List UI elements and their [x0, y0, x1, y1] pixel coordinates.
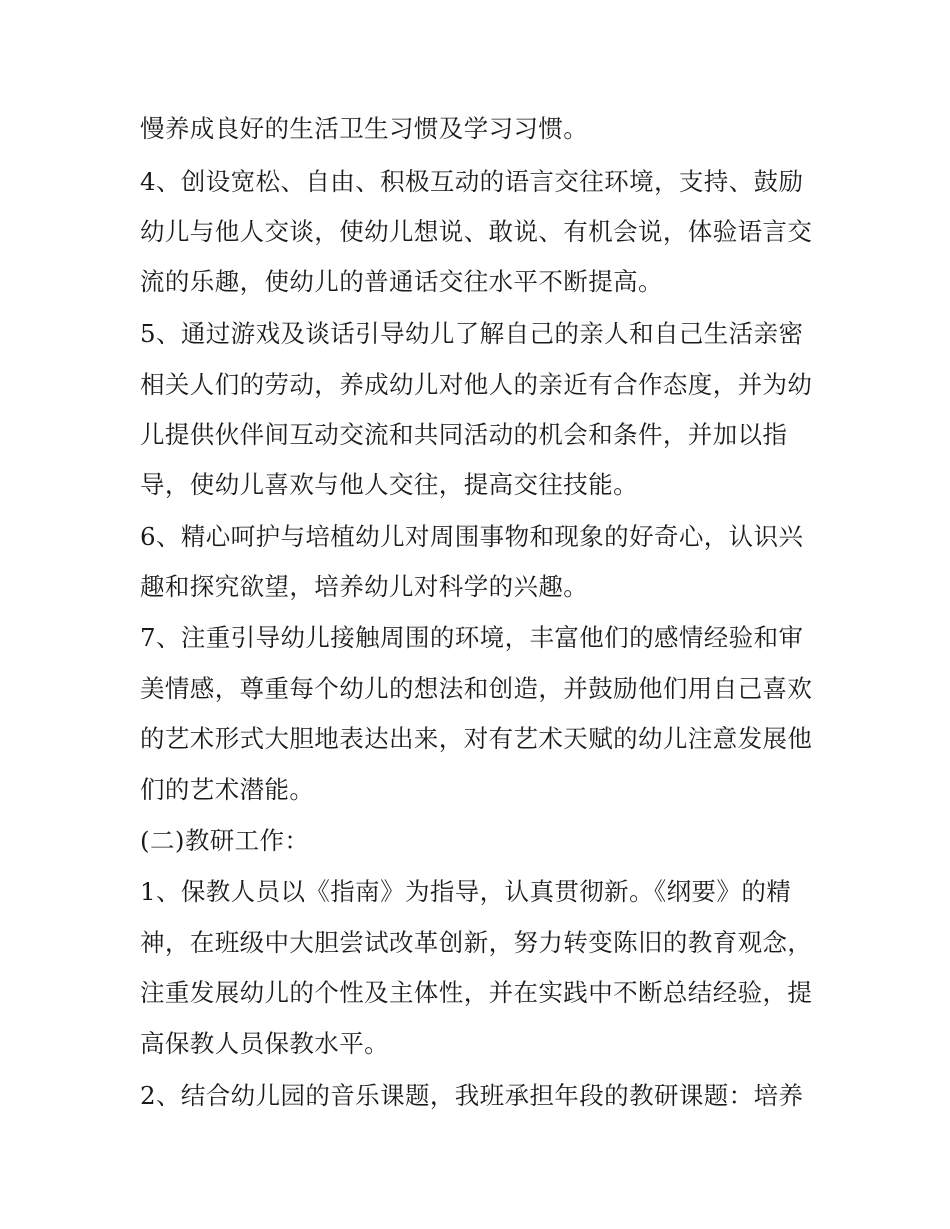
text-line: 趣和探究欲望，培养幼儿对科学的兴趣。 [140, 572, 589, 601]
text-line: 2、结合幼儿园的音乐课题，我班承担年段的教研课题：培养 [140, 1081, 804, 1110]
text-line: 1、保教人员以《指南》为指导，认真贯彻新。《纲要》的精 [140, 877, 792, 906]
text-line: 美情感，尊重每个幼儿的想法和创造，并鼓励他们用自己喜欢 [140, 674, 813, 703]
text-line: 相关人们的劳动，养成幼儿对他人的亲近有合作态度，并为幼 [140, 370, 813, 399]
text-line: 4、创设宽松、自由、积极互动的语言交往环境，支持、鼓励 [140, 167, 804, 196]
text-line: 导，使幼儿喜欢与他人交往，提高交往技能。 [140, 470, 638, 499]
text-line: 注重发展幼儿的个性及主体性，并在实践中不断总结经验，提 [140, 978, 813, 1007]
text-line: 儿提供伙伴间互动交流和共同活动的机会和条件，并加以指 [140, 420, 788, 449]
text-line: 6、精心呵护与培植幼儿对周围事物和现象的好奇心，认识兴 [140, 522, 804, 551]
text-line: 7、注重引导幼儿接触周围的环境，丰富他们的感情经验和审 [140, 623, 804, 652]
text-line: 慢养成良好的生活卫生习惯及学习习惯。 [140, 114, 589, 143]
text-line: 们的艺术潜能。 [140, 775, 315, 804]
text-line: 神，在班级中大胆尝试改革创新，努力转变陈旧的教育观念， [140, 928, 813, 957]
text-line: 的艺术形式大胆地表达出来，对有艺术天赋的幼儿注意发展他 [140, 724, 813, 753]
text-line: 幼儿与他人交谈，使幼儿想说、敢说、有机会说，体验语言交 [140, 217, 813, 246]
text-line: 5、通过游戏及谈话引导幼儿了解自己的亲人和自己生活亲密 [140, 319, 804, 348]
text-line: 高保教人员保教水平。 [140, 1029, 389, 1058]
text-line: (二)教研工作： [140, 826, 310, 855]
text-line: 流的乐趣，使幼儿的普通话交往水平不断提高。 [140, 267, 663, 296]
